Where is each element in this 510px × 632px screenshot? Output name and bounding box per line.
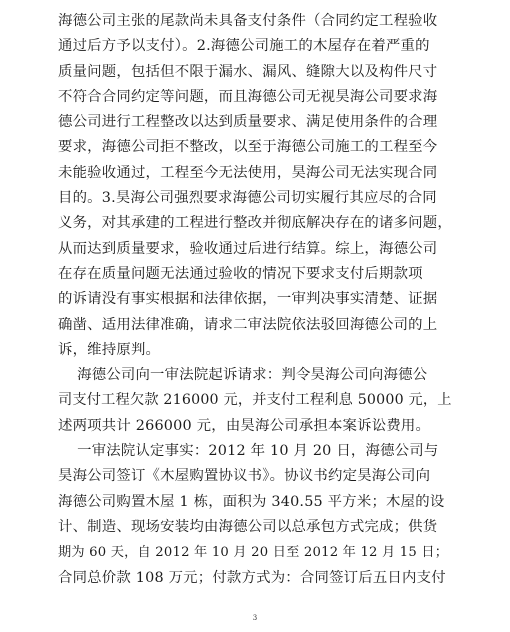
text-line: 一审法院认定事实：2012 年 10 月 20 日，海德公司与 — [58, 443, 439, 460]
text-line: 诉，维持原判。 — [58, 341, 161, 358]
text-line: 在存在质量问题无法通过验收的情况下要求支付后期款项 — [58, 265, 423, 282]
text-line: 计、制造、现场安装均由海德公司以总承包方式完成；供货 — [58, 518, 438, 535]
text-line: 海德公司主张的尾款尚未具备支付条件（合同约定工程验收 — [58, 13, 438, 29]
text-line: 质量问题，包括但不限于漏水、漏风、缝隙大以及构件尺寸 — [58, 63, 438, 80]
text-line: 昊海公司签订《木屋购置协议书》。协议书约定昊海公司向 — [58, 468, 431, 485]
text-line: 要求，海德公司拒不整改，以至于海德公司施工的工程至今 — [58, 139, 438, 156]
text-line: 未能验收通过，工程至今无法使用，昊海公司无法实现合同 — [58, 164, 438, 181]
text-line: 海德公司向一审法院起诉请求：判令昊海公司向海德公 — [58, 367, 428, 384]
text-line: 的诉请没有事实根据和法律依据，一审判决事实清楚、证据 — [58, 291, 438, 308]
text-line: 述两项共计 266000 元，由昊海公司承担本案诉讼费用。 — [58, 417, 431, 434]
text-line: 合同总价款 108 万元；付款方式为：合同签订后五日内支付 — [58, 569, 446, 586]
body-text — [58, 9, 453, 591]
text-line: 通过后方予以支付）。2.海德公司施工的木屋存在着严重的 — [58, 38, 430, 55]
text-line: 确凿、适用法律准确，请求二审法院依法驳回海德公司的上 — [58, 316, 438, 333]
text-line: 从而达到质量要求，验收通过后进行结算。综上，海德公司 — [58, 240, 438, 257]
text-line: 德公司进行工程整改以达到质量要求、满足使用条件的合理 — [58, 114, 438, 131]
text-line: 义务，对其承建的工程进行整改并彻底解决存在的诸多问题， — [58, 215, 452, 232]
text-line: 海德公司购置木屋 1 栋，面积为 340.55 平方米；木屋的设 — [58, 493, 445, 510]
page-number: 3 — [252, 614, 258, 622]
text-line: 目的。3.昊海公司强烈要求海德公司切实履行其应尽的合同 — [58, 190, 437, 207]
text-line: 期为 60 天，自 2012 年 10 月 20 日至 2012 年 12 月 15 日； — [58, 545, 449, 561]
text-line: 司支付工程欠款 216000 元，并支付工程利息 50000 元，上 — [58, 392, 452, 409]
text-line: 不符合合同约定等问题，而且海德公司无视昊海公司要求海 — [58, 88, 438, 105]
